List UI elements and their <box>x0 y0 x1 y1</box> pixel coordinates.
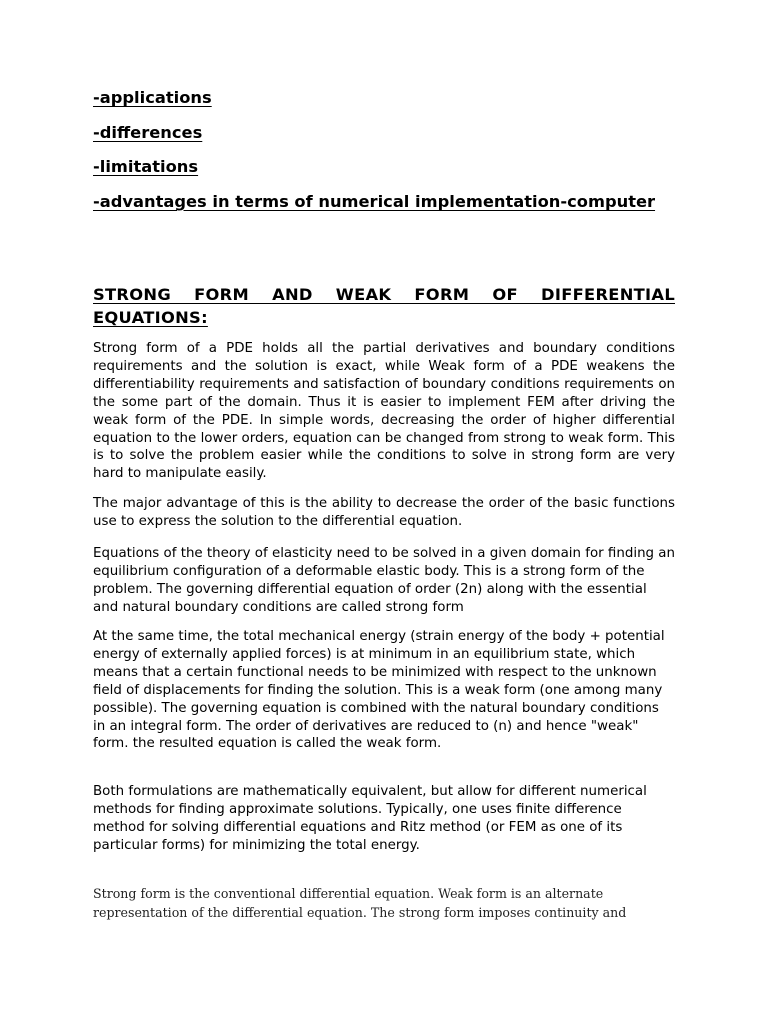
paragraph-equivalence: Both formulations are mathematically equivalent, but allow for different numerical methods for finding approximate solutions. Typically, one uses finite difference method for solving differential equations and Ritz method (or FEM as one of its particular forms) for minimizing the total energy. <box>93 784 647 853</box>
paragraph-strong-weak-definition: Strong form of a PDE holds all the partial derivatives and boundary conditions requirements and the solution is exact, while Weak form of a PDE weakens the differentiability requirements and satisfaction of boundary conditions requirements on the some part of the domain. Thus it is easier to implement FEM after driving the weak form of the PDE. In simple words, decreasing the order of higher differential equation to the lower orders, equation can be changed from strong to weak form. This is to solve the problem easier while the conditions to solve in strong form are very hard to manipulate easily. <box>93 341 675 482</box>
footer-excerpt: Strong form is the conventional differential equation. Weak form is an alternate representation of the differential equation. The strong form imposes continuity and <box>93 886 627 920</box>
paragraph-energy-weak-form: At the same time, the total mechanical energy (strain energy of the body + potential energy of externally applied forces) is at minimum in an equilibrium state, which means that a certain functional needs to be minimized with respect to the unknown field of displacements for finding the solution. This is a weak form (one among many possible). The governing equation is combined with the natural boundary conditions in an integral form. The order of derivatives are reduced to (n) and hence "weak" form. the resulted equation is called the weak form. <box>93 629 665 752</box>
topic-applications: -applications <box>93 88 212 107</box>
topic-limitations: -limitations <box>93 157 199 176</box>
topic-advantages: -advantages in terms of numerical implementation-computer <box>93 192 656 211</box>
paragraph-major-advantage: The major advantage of this is the ability to decrease the order of the basic functions use to express the solution to the differential equation. <box>93 496 675 529</box>
topic-differences: -differences <box>93 123 203 142</box>
paragraph-elasticity-strong-form: Equations of the theory of elasticity need to be solved in a given domain for finding an equilibrium configuration of a deformable elastic body. This is a strong form of the problem. The governing differential equation of order (2n) along with the essential and natural boundary conditions are called strong form <box>93 546 676 615</box>
section-heading: STRONG FORM AND WEAK FORM OF DIFFERENTIAL EQUATIONS: <box>93 285 675 327</box>
